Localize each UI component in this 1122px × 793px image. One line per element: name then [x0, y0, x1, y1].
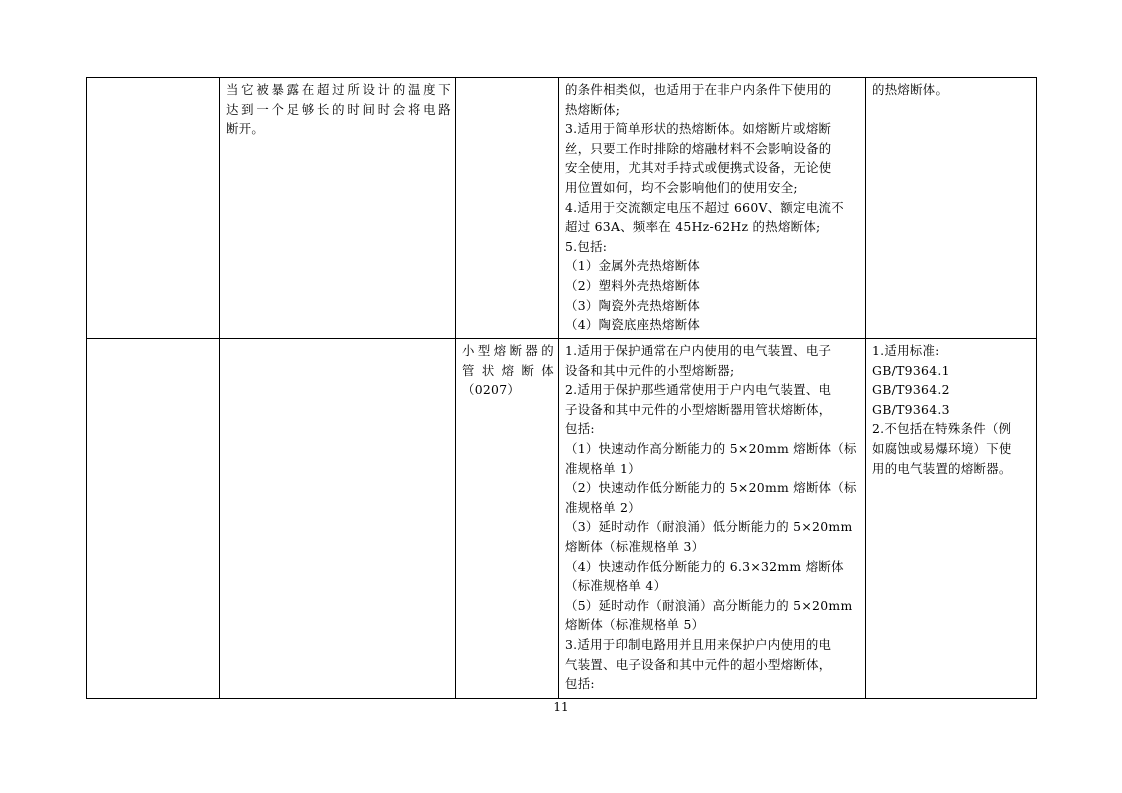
- notes-line: GB/T9364.2: [872, 382, 950, 398]
- scope-line: 熔断体（标准规格单 5）: [565, 617, 705, 633]
- notes-line: GB/T9364.3: [872, 401, 950, 417]
- row1-scope-cell: [559, 78, 866, 339]
- product-name-line: 管状熔断体: [462, 362, 554, 378]
- row1-definition-cell: [220, 78, 456, 339]
- scope-line: （3）陶瓷外壳热熔断体: [565, 297, 701, 313]
- row1-product-cell: [456, 78, 559, 339]
- scope-line: （3）延时动作（耐浪涌）低分断能力的 5×20mm: [565, 519, 853, 535]
- notes-line: 1.适用标准:: [872, 343, 940, 358]
- scope-line: 熔断体（标准规格单 3）: [565, 538, 705, 554]
- scope-line: （1）快速动作高分断能力的 5×20mm 熔断体（标: [565, 440, 857, 456]
- scope-line: （标准规格单 4）: [565, 578, 667, 594]
- scope-line: 子设备和其中元件的小型熔断器用管状熔断体，: [565, 401, 832, 417]
- scope-line: 包括:: [565, 421, 595, 437]
- scope-line: （2）塑料外壳热熔断体: [565, 277, 701, 293]
- scope-line: 包括:: [565, 676, 595, 692]
- scope-line: （2）快速动作低分断能力的 5×20mm 熔断体（标: [565, 480, 857, 496]
- scope-line: 4.适用于交流额定电压不超过 660V、额定电流不: [565, 199, 844, 215]
- notes-line: 2.不包括在特殊条件（例: [872, 421, 1012, 437]
- scope-line: （4）陶瓷底座热熔断体: [565, 317, 701, 333]
- table-row: [87, 339, 1037, 699]
- scope-line: （5）延时动作（耐浪涌）高分断能力的 5×20mm: [565, 597, 853, 613]
- scope-line: 准规格单 1）: [565, 460, 641, 476]
- notes-line: 如腐蚀或易爆环境）下使: [872, 440, 1012, 456]
- scope-line: 用位置如何，均不会影响他们的使用安全;: [565, 179, 798, 195]
- catalog-table: [86, 77, 1037, 699]
- scope-line: 准规格单 2）: [565, 499, 641, 515]
- scope-line: （1）金属外壳热熔断体: [565, 258, 701, 274]
- page-number: 11: [553, 700, 569, 714]
- notes-line: 的热熔断体。: [872, 82, 949, 97]
- notes-line: GB/T9364.1: [872, 362, 950, 378]
- row2-product-cell: [456, 339, 559, 699]
- scope-line: 超过 63A、频率在 45Hz-62Hz 的热熔断体;: [565, 219, 821, 235]
- scope-line: （4）快速动作低分断能力的 6.3×32mm 熔断体: [565, 558, 844, 574]
- row2-notes-cell: [866, 339, 1037, 699]
- scope-line: 设备和其中元件的小型熔断器;: [565, 362, 735, 378]
- product-name-line: 小型熔断器的: [462, 343, 554, 358]
- row2-scope-cell: [559, 339, 866, 699]
- row1-category-cell: [87, 78, 220, 339]
- scope-line: 1.适用于保护通常在户内使用的电气装置、电子: [565, 343, 832, 358]
- table-row: [87, 78, 1037, 339]
- row2-definition-cell: [220, 339, 456, 699]
- scope-line: 安全使用，尤其对手持式或便携式设备，无论使: [565, 160, 832, 176]
- scope-line: 5.包括:: [565, 238, 608, 254]
- definition-line: 当它被暴露在超过所设计的温度下: [226, 82, 451, 97]
- scope-line: 气装置、电子设备和其中元件的超小型熔断体，: [565, 656, 832, 672]
- scope-line: 丝，只要工作时排除的熔融材料不会影响设备的: [565, 140, 832, 156]
- scope-line: 2.适用于保护那些通常使用于户内电气装置、电: [565, 382, 832, 398]
- notes-line: 用的电气装置的熔断器。: [872, 460, 1012, 476]
- definition-line: 断开。: [226, 121, 265, 137]
- row1-notes-cell: [866, 78, 1037, 339]
- scope-line: 的条件相类似，也适用于在非户内条件下使用的: [565, 82, 832, 97]
- scope-line: 热熔断体;: [565, 101, 621, 117]
- row2-category-cell: [87, 339, 220, 699]
- scope-line: 3.适用于印制电路用并且用来保护户内使用的电: [565, 636, 832, 652]
- scope-line: 3.适用于简单形状的热熔断体。如熔断片或熔断: [565, 121, 832, 137]
- definition-line: 达到一个足够长的时间时会将电路: [226, 101, 451, 117]
- product-code-line: （0207）: [462, 382, 521, 398]
